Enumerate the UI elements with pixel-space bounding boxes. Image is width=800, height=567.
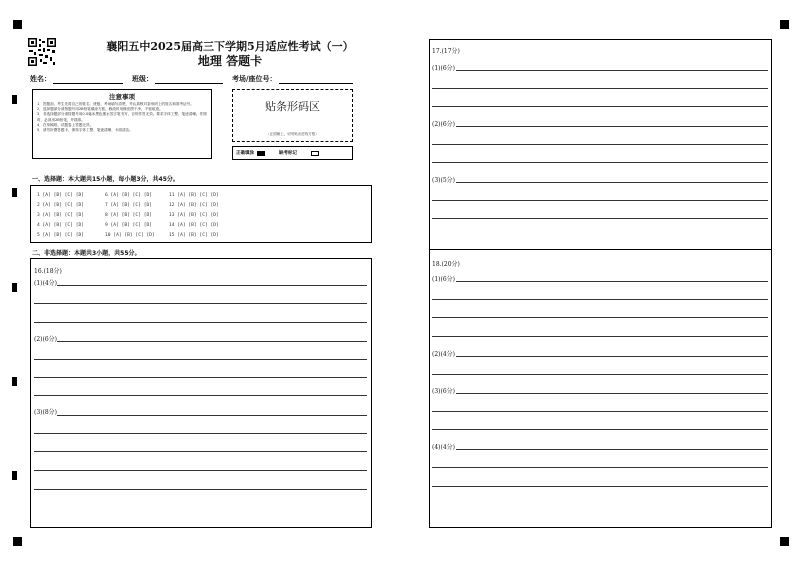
choice-row[interactable]: 8 [A] [B] [C] [D]: [105, 213, 153, 218]
choice-row[interactable]: 7 [A] [B] [C] [D]: [105, 203, 153, 208]
choice-row[interactable]: 10 [A] [B] [C] [D]: [105, 233, 155, 238]
absent-checkbox[interactable]: [311, 151, 319, 156]
part-label: (3)(8分): [34, 409, 57, 416]
answer-line[interactable]: [432, 467, 768, 468]
part-label: (1)(6分): [432, 276, 455, 283]
choice-row[interactable]: 2 [A] [B] [C] [D]: [37, 203, 85, 208]
answer-line[interactable]: [432, 299, 768, 300]
answer-line[interactable]: [432, 200, 768, 201]
notice-body: [33, 101, 211, 134]
part-label: (3)(5分): [432, 177, 455, 184]
barcode-label: 贴条形码区: [265, 100, 320, 113]
registration-mark: [13, 537, 22, 546]
notice-item: 1．答题前，考生先将自己的姓名、班级、考场填写清楚，并认真核对条形码上的姓名和准考证号。: [37, 102, 194, 106]
answer-line[interactable]: [432, 374, 768, 375]
part-label: (1)(6分): [432, 65, 455, 72]
exam-title: 襄阳五中2025届高三下学期5月适应性考试（一）: [106, 40, 354, 53]
choice-row[interactable]: 6 [A] [B] [C] [D]: [105, 193, 153, 198]
part-label: (1)(4分): [34, 280, 57, 287]
answer-line[interactable]: [34, 489, 367, 490]
question-title: 17.(17分): [432, 48, 460, 55]
answer-line[interactable]: [456, 281, 768, 282]
choice-row[interactable]: 13 [A] [B] [C] [D]: [169, 213, 219, 218]
answer-line[interactable]: [456, 182, 768, 183]
answer-line[interactable]: [432, 486, 768, 487]
timing-mark: [12, 283, 17, 292]
answer-line[interactable]: [456, 126, 768, 127]
section-choice-title: 一、选择题：本大题共15小题，每小题3分，共45分。: [32, 176, 179, 183]
part-label: (3)(6分): [432, 388, 455, 395]
choice-row[interactable]: 11 [A] [B] [C] [D]: [169, 193, 219, 198]
notice-item: 2．选择题部分请按题号用2B铅笔填涂方框，修改时用橡皮擦干净，不留痕迹。: [37, 107, 163, 112]
choice-row[interactable]: 15 [A] [B] [C] [D]: [169, 233, 219, 238]
seat-line[interactable]: [279, 75, 353, 84]
registration-mark: [780, 537, 789, 546]
class-line[interactable]: [155, 75, 223, 84]
class-label: 班级：: [132, 74, 153, 83]
question-title: 18.(20分): [432, 261, 460, 268]
timing-mark: [12, 377, 17, 386]
answer-line[interactable]: [432, 429, 768, 430]
answer-line[interactable]: [432, 88, 768, 89]
notice-item: 5．请勿折叠答题卡，保持字体工整、笔迹清晰、卡面清洁。: [37, 128, 133, 133]
answer-line[interactable]: [57, 285, 367, 286]
barcode-note: （正面朝上，切勿贴出虚线方框）: [266, 132, 319, 136]
seat-field[interactable]: [232, 74, 353, 84]
answer-line[interactable]: [432, 162, 768, 163]
notice-box: [32, 89, 212, 159]
answer-line[interactable]: [34, 470, 367, 471]
answer-line[interactable]: [34, 359, 367, 360]
barcode-area: [232, 89, 353, 142]
seat-label: 考场/座位号：: [232, 74, 277, 83]
answer-line[interactable]: [432, 411, 768, 412]
notice-item: 3．非选择题部分请按题号用0.5毫米黑色墨水签字笔书写，否则作答无效。要求字体工整、笔迹清晰。作图时，必须用2B铅笔，并描浓。: [37, 112, 207, 122]
answer-line[interactable]: [34, 377, 367, 378]
question-title: 16.(18分): [34, 268, 62, 275]
part-label: (2)(6分): [432, 121, 455, 128]
fill-legend: [232, 146, 353, 160]
registration-mark: [780, 20, 789, 29]
answer-line[interactable]: [456, 393, 768, 394]
answer-line[interactable]: [432, 106, 768, 107]
choice-row[interactable]: 3 [A] [B] [C] [D]: [37, 213, 85, 218]
answer-line[interactable]: [57, 415, 367, 416]
part-label: (2)(4分): [432, 351, 455, 358]
choice-row[interactable]: 5 [A] [B] [C] [D]: [37, 233, 85, 238]
choice-row[interactable]: 9 [A] [B] [C] [D]: [105, 223, 153, 228]
answer-line[interactable]: [456, 70, 768, 71]
timing-mark: [12, 188, 17, 197]
choice-row[interactable]: 12 [A] [B] [C] [D]: [169, 203, 219, 208]
exam-subtitle: 地理 答题卡: [197, 54, 263, 68]
answer-line[interactable]: [456, 449, 768, 450]
qr-code-icon: [28, 38, 56, 66]
registration-mark: [13, 20, 22, 29]
class-field[interactable]: [132, 74, 223, 84]
name-field[interactable]: [30, 74, 123, 84]
answer-box-q16: [30, 258, 372, 528]
timing-mark: [12, 95, 17, 104]
choice-column: [169, 191, 219, 241]
answer-line[interactable]: [34, 433, 367, 434]
answer-line[interactable]: [432, 144, 768, 145]
answer-line[interactable]: [34, 395, 367, 396]
answer-line[interactable]: [432, 317, 768, 318]
answer-line[interactable]: [34, 322, 367, 323]
answer-box-q17-q18: [429, 39, 772, 528]
choice-grid: [30, 185, 372, 243]
answer-line[interactable]: [57, 341, 367, 342]
answer-line[interactable]: [432, 218, 768, 219]
answer-line[interactable]: [34, 451, 367, 452]
answer-line[interactable]: [432, 336, 768, 337]
section-nonchoice-title: 二、非选择题：本题共3小题，共55分。: [32, 250, 141, 257]
choice-row[interactable]: 4 [A] [B] [C] [D]: [37, 223, 85, 228]
filled-box-icon: [257, 151, 265, 156]
choice-column: [37, 191, 84, 241]
correct-fill-label: 正确填涂: [236, 151, 254, 156]
answer-line[interactable]: [456, 356, 768, 357]
choice-row[interactable]: 1 [A] [B] [C] [D]: [37, 193, 85, 198]
choice-row[interactable]: 14 [A] [B] [C] [D]: [169, 223, 219, 228]
name-line[interactable]: [53, 75, 123, 84]
notice-title: 注意事项: [109, 93, 135, 101]
choice-column: [105, 191, 155, 241]
part-label: (4)(4分): [432, 444, 455, 451]
answer-line[interactable]: [34, 303, 367, 304]
notice-item: 4．在草稿纸、试题卷上答题无效。: [37, 122, 94, 127]
timing-mark: [12, 471, 17, 480]
part-label: (2)(6分): [34, 336, 57, 343]
absent-label: 缺考标记: [279, 151, 297, 156]
question-divider: [429, 249, 772, 250]
name-label: 姓名：: [30, 74, 51, 83]
